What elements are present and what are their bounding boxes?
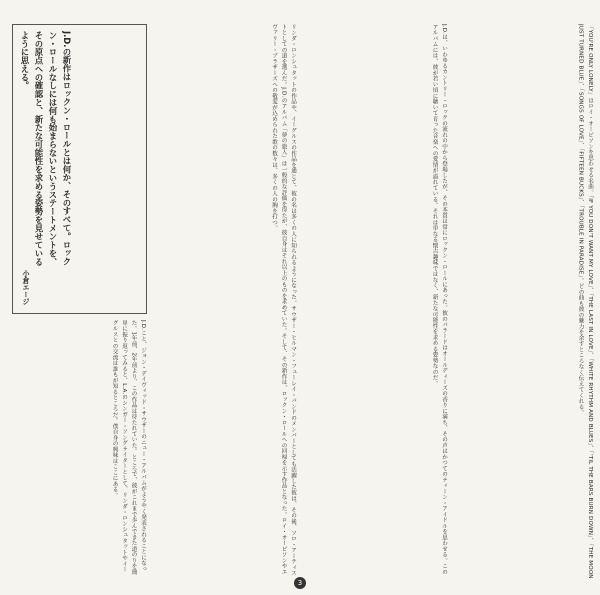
page-number: 3 [294, 577, 306, 589]
column-4: 「YOU'RE ONLY LONELY」はロイ・オービソンを思わせる名曲。「IF YOU DON'T WANT MY LOVE」、「THE LAST IN LOVE」、「WHITE RHYTHM AND BLUES」、「'TIL THE BARS BURN DOWN」、「THE MOON JUST TURNED BLUE」、「SONGS OF LOVE」、「FIFTEEN BUCKS」、「TROUBLE IN PARADISE」。どの曲も彼の魅力を余すところなく伝えてくれる。 [577, 24, 593, 579]
lead-text: J.D.の新作はロックン・ロールとは何か、そのすべて。ロックン・ロールなしには何も始まらないというステートメントを、その原点への確認と、新たな可能性を求める姿勢を見せているように思える。 [20, 31, 72, 266]
author-name: 小倉エージ [22, 270, 30, 305]
column-1: J.D.こと、ジョン・デイヴィッド・サウザーのニュー・アルバムがようやく発表されることになった。1年前、2年前より、この作品は待たれていた。ところで、彼がこれまで歩んできた道のりを簡単に振り返ってみると、L.A.のシンガー・ソングライターとして、リンダ・ロンシュタットやイーグルスとの交流は誰もが知るところだ。僕自身の興味はここにある。 [111, 320, 146, 575]
column-2: リンダ・ロンシュタットの作品や、イーグルスの作品を通じて、彼の名は多くの人に知られるようになった。サウザー・ヒルマン・フューレイ・バンドのメンバーとしても活躍した彼は、その後、ソロ・アーティストとしての道を選んだ。J.D.のアルバム「夢の旅人」は一般的な評価を得たが、彼自身はそれ以上のものを求めていた。そして、その新作は、ロックン・ロールへの回帰を示す作品となった。ロイ・オービソンやエヴァリー・ブラザーズへの敬愛が込められた歌の数々は、多くの人の胸を打つ。 [271, 24, 296, 576]
column-3: J.D.は、いわゆるカントリー・ロックの流れの中から登場したが、その本質は常にロックン・ロールにあった。彼のバラードはオールディーズの香りに満ち、その声はかつてのティーン・アイドルを思わせる。このアルバムには、彼が若い頃に聴いて育った音楽への愛情が溢れている。それは単なる懐古趣味ではなく、新たな可能性を求める姿勢なのだ。 [431, 24, 447, 575]
lead-box [12, 24, 147, 314]
